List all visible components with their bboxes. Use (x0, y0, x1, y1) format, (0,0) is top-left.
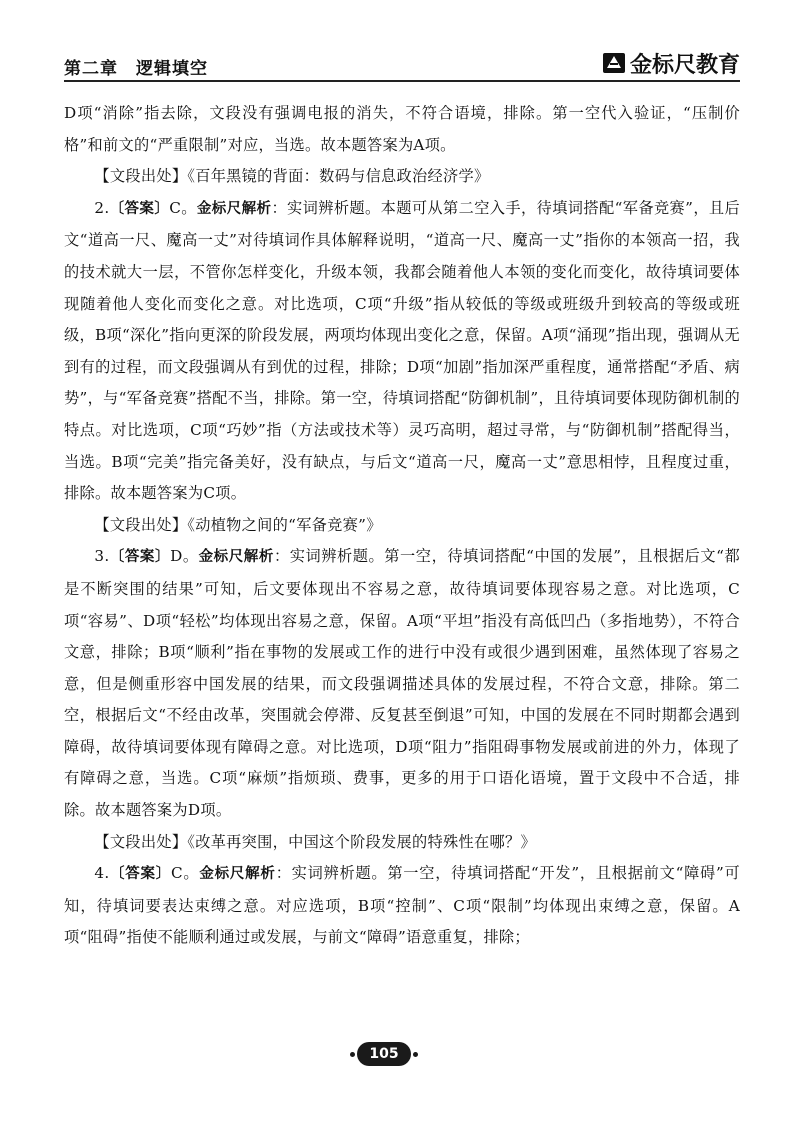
q2-answer: C。 (169, 198, 197, 217)
answer-q3 (64, 541, 740, 826)
q2-analysis-text: ：实词辨析题。本题可从第二空入手，待填词搭配“军备竞赛”，且后文“道高一尺、魔高一丈”对待填词作具体解释说明，“道高一尺、魔高一丈”指你的本领高一招，我的技术就大一层，不管你怎样变化，升级本领，我都会随着他人本领的变化而变化，故待填词要体现随着他人变化而变化之意。对比选项，C项“升级”指从较低的等级或班级升到较高的等级或班级，B项“深化”指向更深的阶段发展，两项均体现出变化之意，保留。A项“涌现”指出现，强调从无到有的过程，而文段强调从有到优的过程，排除；D项“加剧”指加深严重程度，通常搭配“矛盾、病势”，与“军备竞赛”搭配不当，排除。第一空，待填词搭配“防御机制”，且待填词要体现防御机制的特点。对比选项，C项“巧妙”指（方法或技术等）灵巧高明，超过寻常，与“防御机制”搭配得当，当选。B项“完美”指完备美好，没有缺点，与后文“道高一尺，魔高一丈”意思相悖，且程度过重，排除。故本题答案为C项。 (64, 198, 740, 503)
answer-q2 (64, 193, 740, 510)
page-number-dot-right (413, 1052, 418, 1057)
q2-answer-label: 〔答案〕 (109, 200, 170, 217)
q4-answer-label: 〔答案〕 (109, 866, 172, 883)
page-number-dot-left (350, 1052, 355, 1057)
page-body (64, 98, 740, 954)
q2-number: 2. (94, 198, 110, 217)
answer-q4 (64, 858, 740, 954)
q3-number: 3. (94, 547, 110, 566)
page-number: 105 (357, 1042, 411, 1066)
q4-number: 4. (94, 864, 110, 883)
q3-analysis-label: 金标尺解析 (198, 549, 274, 566)
brand-logo (602, 48, 740, 78)
q4-analysis-text: ：实词辨析题。第一空，待填词搭配“开发”，且根据前文“障碍”可知，待填词要表达束缚之意。对应选项，B项“控制”、C项“限制”均体现出束缚之意，保留。A项“阻碍”指使不能顺利通过或发展，与前文“障碍”语意重复，排除； (64, 864, 741, 947)
q3-answer-label: 〔答案〕 (109, 549, 171, 566)
q2-analysis-label: 金标尺解析 (196, 200, 272, 217)
source-q3: 【文段出处】《改革再突围，中国这个阶段发展的特殊性在哪？》 (94, 832, 536, 851)
page-header (64, 44, 740, 82)
paragraph-q1-end: D项“消除”指去除，文段没有强调电报的消失，不符合语境，排除。第一空代入验证，“压制价格”和前文的“严重限制”对应，当选。故本题答案为A项。 (64, 104, 740, 154)
chapter-title: 第二章 逻辑填空 (64, 59, 208, 79)
q3-answer: D。 (170, 547, 199, 566)
source-q2: 【文段出处】《动植物之间的“军备竞赛”》 (94, 515, 382, 534)
q4-analysis-label: 金标尺解析 (199, 866, 276, 883)
source-q1: 【文段出处】《百年黑镜的背面：数码与信息政治经济学》 (94, 167, 490, 186)
brand-name: 金标尺教育 (629, 52, 740, 78)
brand-mark-icon (602, 51, 626, 75)
q4-answer: C。 (171, 864, 200, 883)
header-rule (64, 80, 740, 82)
q3-analysis-text: ：实词辨析题。第一空，待填词搭配“中国的发展”，且根据后文“都是不断突围的结果”可知，后文要体现出不容易之意，故待填词要体现容易之意。对比选项，C项“容易”、D项“轻松”均体现出容易之意，保留。A项“平坦”指没有高低凹凸（多指地势），不符合文意，排除；B项“顺利”指在事物的发展或工作的进行中没有或很少遇到困难，虽然体现了容易之意，但是侧重形容中国发展的结果，而文段强调描述具体的发展过程，不符合文意，排除。第二空，根据后文“不经由改革，突围就会停滞、反复甚至倒退”可知，中国的发展在不同时期都会遇到障碍，故待填词要体现有障碍之意。对比选项，D项“阻力”指阻碍事物发展或前进的外力，体现了有障碍之意，当选。C项“麻烦”指烦琐、费事，更多的用于口语化语境，置于文段中不合适，排除。故本题答案为D项。 (64, 547, 741, 820)
